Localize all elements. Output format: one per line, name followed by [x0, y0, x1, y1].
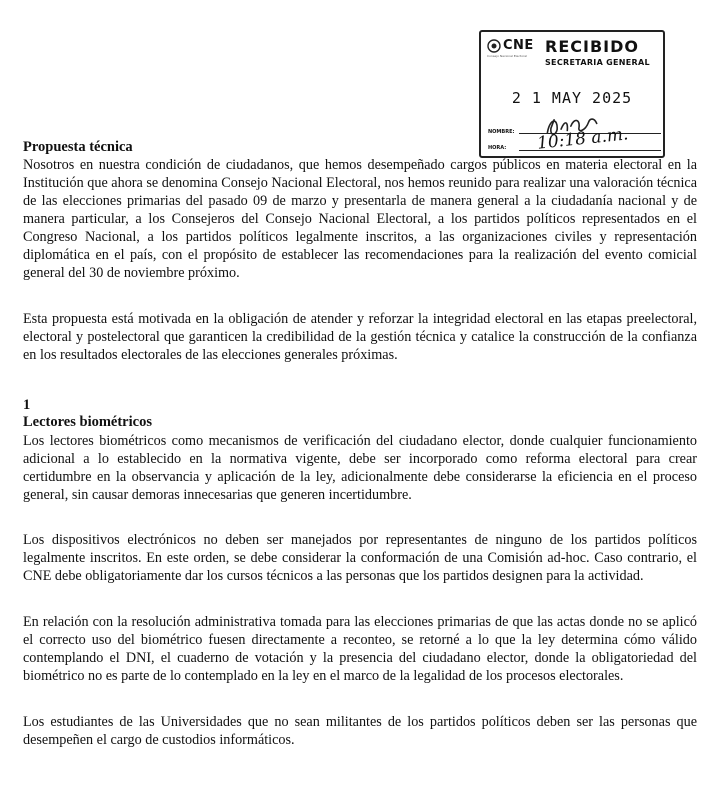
received-label: RECIBIDO: [545, 37, 639, 56]
office-label: SECRETARIA GENERAL: [545, 58, 650, 67]
section-title: Lectores biométricos: [23, 414, 152, 430]
name-label: NOMBRE:: [488, 129, 515, 135]
time-value: 10:18 a.m.: [536, 124, 630, 154]
section-paragraph-3: En relación con la resolución administrativa tomada para las elecciones primarias de que las actas donde no se aplicó el correcto uso del biométrico fuesen directamente a reconteo, se retorné a lo que la ley determina cómo válido contemplando el DNI, el cuaderno de votación y la presencia del ciudadano elector, donde la obligatoriedad del biométrico no es parte de lo contemplado en la ley en el marco de la legalidad de los procesos electorales.: [23, 614, 697, 684]
intro-paragraph-1: Nosotros en nuestra condición de ciudadanos, que hemos desempeñado cargos públicos en materia electoral en la Institución que ahora se denomina Consejo Nacional Electoral, nos hemos reunido para realizar una valoración técnica de las elecciones primarias del pasado 09 de marzo y presentarla de manera general a la ciudadanía nacional y de manera particular, a los Consejeros del Consejo Nacional Electoral, a los partidos políticos representados en el Congreso Nacional, a los partidos políticos legalmente inscritos, a las organizaciones civiles y representación diplomática en el país, con el propósito de establecer las recomendaciones para la realización del evento comicial general del 30 de noviembre próximo.: [23, 157, 697, 281]
received-stamp: [479, 30, 665, 158]
section-paragraph-4: Los estudiantes de las Universidades que no sean militantes de los partidos políticos deben ser las personas que desempeñen el cargo de custodios informáticos.: [23, 714, 697, 748]
received-date: 2 1 MAY 2025: [511, 89, 633, 107]
time-label: HORA:: [488, 145, 507, 151]
section-paragraph-2: Los dispositivos electrónicos no deben ser manejados por representantes de ninguno de los partidos políticos legalmente inscritos. En este orden, se debe considerar la conformación de una Comisión ad-hoc. Caso contrario, el CNE debe obligatoriamente dar los cursos técnicos a las personas que los partidos designen para la actividad.: [23, 532, 697, 584]
document-title: Propuesta técnica: [23, 139, 133, 155]
cne-logo: [487, 38, 534, 53]
cne-emblem-icon: [487, 39, 501, 53]
intro-paragraph-2: Esta propuesta está motivada en la obligación de atender y reforzar la integridad electoral en las etapas preelectoral, electoral y postelectoral que garanticen la credibilidad de la gestión técnica y catalice la construcción de la confianza en los resultados electorales de las elecciones generales próximas.: [23, 311, 697, 363]
cne-logo-subtext: Consejo Nacional Electoral: [487, 54, 527, 58]
cne-logo-text: CNE: [503, 38, 534, 53]
section-number: 1: [23, 397, 31, 413]
section-paragraph-1: Los lectores biométricos como mecanismos de verificación del ciudadano elector, donde cualquier funcionamiento adicional a lo establecido en la normativa vigente, debe ser incorporado como reforma electoral para crear certidumbre en la observancia y aplicación de la ley, adicionalmente debe considerarse la eficiencia en el proceso general, sin causar demoras innecesarias que generen incertidumbre.: [23, 433, 697, 503]
